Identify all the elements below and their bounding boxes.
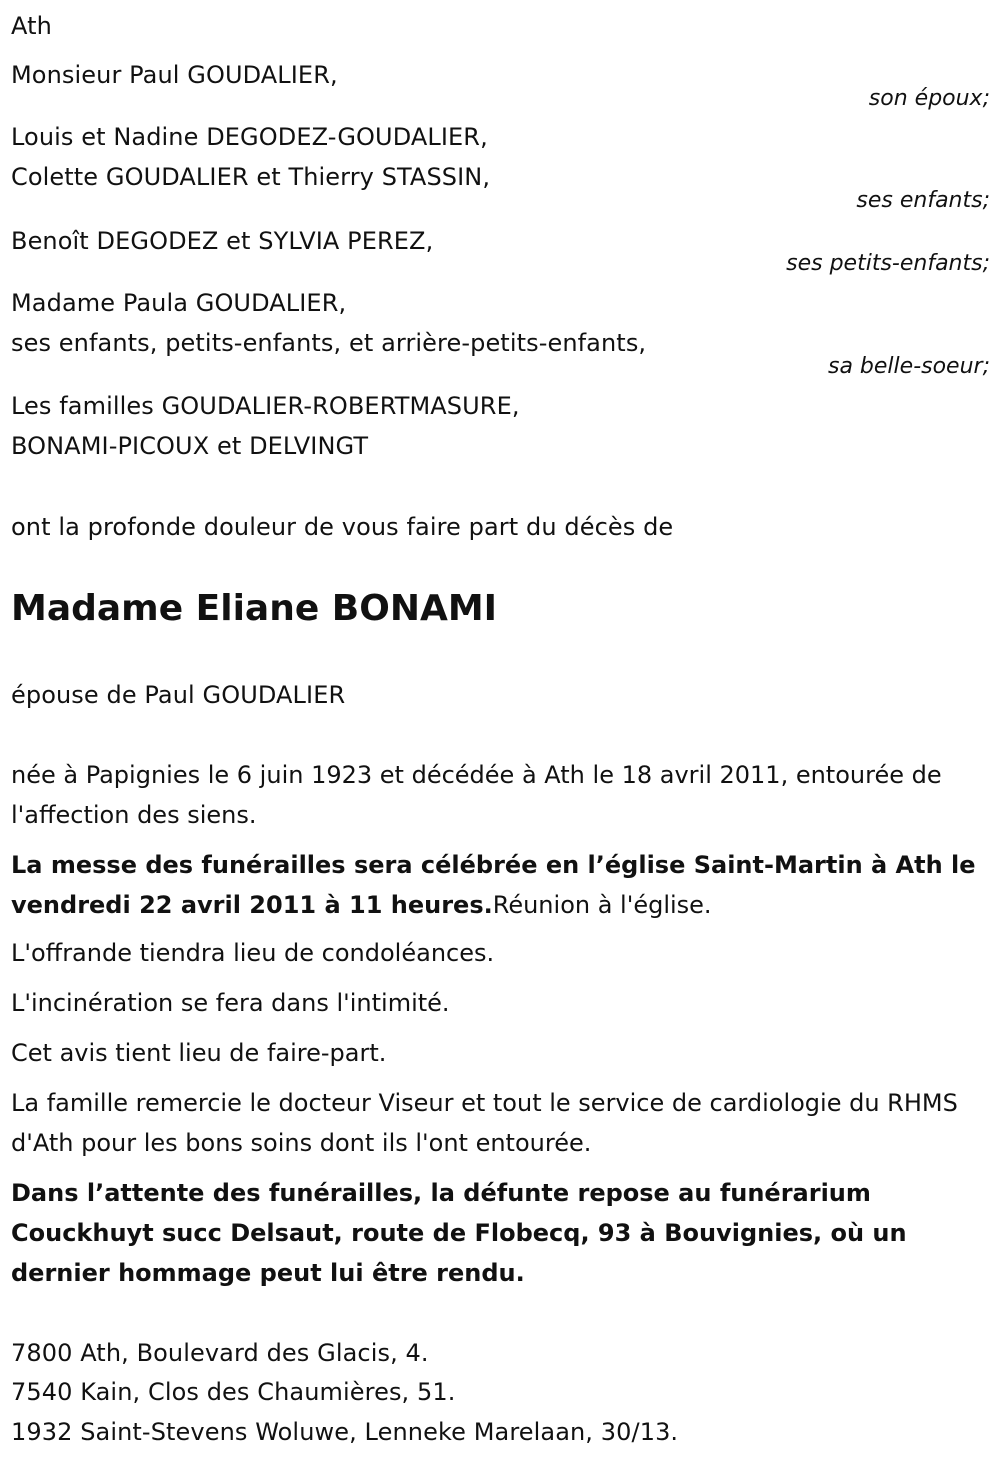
announcement-intro: ont la profonde douleur de vous faire part du décès de bbox=[11, 513, 674, 541]
cremation-paragraph: L'incinération se fera dans l'intimité. bbox=[11, 989, 450, 1017]
mass-details: La messe des funérailles sera célébrée en l’église Saint-Martin à Ath le vendredi 22 avril 2011 à 11 heures. bbox=[11, 851, 976, 919]
repose-paragraph: Dans l’attente des funérailles, la défunte repose au funérarium Couckhuyt succ Delsaut, route de Flobecq, 93 à Bouvignies, où un dernier hommage peut lui être rendu. bbox=[11, 1179, 907, 1287]
birth-death-paragraph: née à Papignies le 6 juin 1923 et décédée à Ath le 18 avril 2011, entourée de l'affection des siens. bbox=[11, 761, 942, 829]
sister-in-law-name: Madame Paula GOUDALIER, bbox=[11, 289, 347, 317]
notice-paragraph: Cet avis tient lieu de faire-part. bbox=[11, 1039, 387, 1067]
families-line-2: BONAMI-PICOUX et DELVINGT bbox=[11, 432, 369, 460]
spouse-role: son époux; bbox=[868, 86, 990, 111]
families-line-1: Les familles GOUDALIER-ROBERTMASURE, bbox=[11, 392, 520, 420]
child-name-2: Colette GOUDALIER et Thierry STASSIN, bbox=[11, 163, 491, 191]
sister-in-law-role: sa belle-soeur; bbox=[828, 354, 990, 379]
city-header: Ath bbox=[11, 12, 52, 40]
address-3: 1932 Saint-Stevens Woluwe, Lenneke Marelaan, 30/13. bbox=[11, 1418, 679, 1446]
mass-reunion: Réunion à l'église. bbox=[492, 891, 712, 919]
thanks-paragraph: La famille remercie le docteur Viseur et tout le service de cardiologie du RHMS d'Ath pour les bons soins dont ils l'ont entourée. bbox=[11, 1089, 958, 1157]
grandchildren-name: Benoît DEGODEZ et SYLVIA PEREZ, bbox=[11, 227, 434, 255]
deceased-name: Madame Eliane BONAMI bbox=[11, 588, 498, 629]
child-name-1: Louis et Nadine DEGODEZ-GOUDALIER, bbox=[11, 123, 488, 151]
sister-in-law-descendants: ses enfants, petits-enfants, et arrière-petits-enfants, bbox=[11, 329, 647, 357]
spouse-line: épouse de Paul GOUDALIER bbox=[11, 681, 346, 709]
grandchildren-role: ses petits-enfants; bbox=[786, 251, 990, 276]
address-2: 7540 Kain, Clos des Chaumières, 51. bbox=[11, 1378, 456, 1406]
spouse-name: Monsieur Paul GOUDALIER, bbox=[11, 61, 338, 89]
children-role: ses enfants; bbox=[856, 188, 990, 213]
offering-paragraph: L'offrande tiendra lieu de condoléances. bbox=[11, 939, 495, 967]
mass-paragraph bbox=[11, 845, 991, 925]
address-1: 7800 Ath, Boulevard des Glacis, 4. bbox=[11, 1339, 429, 1367]
